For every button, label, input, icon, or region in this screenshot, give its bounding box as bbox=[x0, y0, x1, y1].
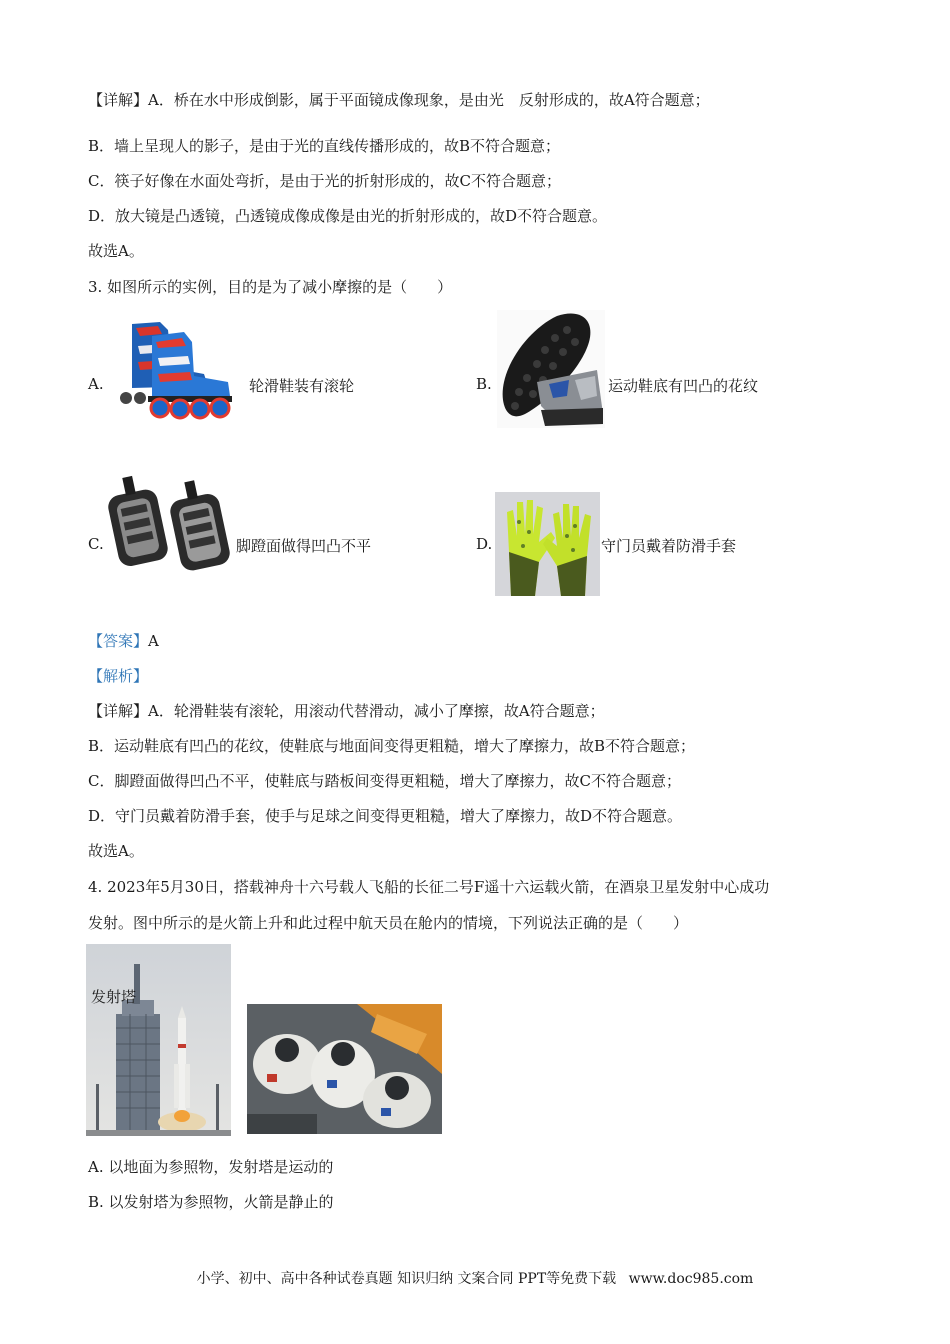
option-d-letter: D. bbox=[476, 535, 493, 553]
footer-url[interactable]: www.doc985.com bbox=[628, 1271, 754, 1287]
option-a-text: 轮滑鞋装有滚轮 bbox=[249, 377, 355, 395]
question3-stem: 3. 如图所示的实例，目的是为了减小摩擦的是（ ） bbox=[88, 278, 453, 296]
solution2-choose: 故选A。 bbox=[88, 242, 144, 260]
solution2-line-b: B．墙上呈现人的影子，是由于光的直线传播形成的，故B不符合题意； bbox=[88, 137, 561, 155]
question4-option-b: B. 以发射塔为参照物，火箭是静止的 bbox=[88, 1193, 334, 1211]
detail-tag: 【详解】 bbox=[88, 702, 149, 720]
option-b-text: 运动鞋底有凹凸的花纹 bbox=[608, 377, 759, 395]
option-b-letter: B. bbox=[476, 375, 492, 393]
option-d-text: 守门员戴着防滑手套 bbox=[601, 537, 737, 555]
option-c-letter: C. bbox=[88, 535, 104, 553]
question4-stem-line2: 发射。图中所示的是火箭上升和此过程中航天员在舱内的情境，下列说法正确的是（ ） bbox=[88, 914, 689, 932]
answer-tag: 【答案】 bbox=[88, 632, 149, 650]
question4-option-a: A. 以地面为参照物，发射塔是运动的 bbox=[88, 1158, 334, 1176]
astronauts-cabin-photo bbox=[247, 1004, 442, 1134]
question4-stem-line1: 4. 2023年5月30日，搭载神舟十六号载人飞船的长征二号F遥十六运载火箭，在酒泉卫星发射中心成功 bbox=[88, 878, 770, 896]
solution2-line-c: C．筷子好像在水面处弯折，是由于光的折射形成的，故C不符合题意； bbox=[88, 172, 561, 190]
bike-pedals-image bbox=[103, 472, 235, 576]
goalkeeper-gloves-image bbox=[495, 492, 600, 596]
solution2-text-a: A．桥在水中形成倒影，属于平面镜成像现象，是由光 反射形成的，故A符合题意； bbox=[148, 91, 710, 109]
shoe-sole-image bbox=[497, 310, 605, 428]
detail-line-a bbox=[88, 701, 605, 721]
answer-value: A bbox=[148, 632, 159, 650]
analysis-tag: 【解析】 bbox=[88, 667, 149, 685]
option-a-letter: A. bbox=[88, 375, 104, 393]
solution2-line-d: D．放大镜是凸透镜，凸透镜成像成像是由光的折射形成的，故D不符合题意。 bbox=[88, 207, 608, 225]
detail-line-d: D．守门员戴着防滑手套，使手与足球之间变得更粗糙，增大了摩擦力，故D不符合题意。 bbox=[88, 807, 683, 825]
page-footer bbox=[0, 1268, 950, 1288]
detail-choose: 故选A。 bbox=[88, 842, 144, 860]
detail-line-c: C．脚蹬面做得凹凸不平，使鞋底与踏板间变得更粗糙，增大了摩擦力，故C不符合题意； bbox=[88, 772, 681, 790]
detail-text-a: A．轮滑鞋装有滚轮，用滚动代替滑动，减小了摩擦，故A符合题意； bbox=[148, 702, 605, 720]
answer-line bbox=[88, 631, 159, 651]
photo-label: 发射塔 bbox=[91, 988, 137, 1006]
option-c-text: 脚蹬面做得凹凸不平 bbox=[236, 537, 372, 555]
detail-line-b: B．运动鞋底有凹凸的花纹，使鞋底与地面间变得更粗糙，增大了摩擦力，故B不符合题意； bbox=[88, 737, 696, 755]
footer-text: 小学、初中、高中各种试卷真题 知识归纳 文案合同 PPT等免费下载 bbox=[196, 1271, 617, 1287]
inline-skates-image bbox=[112, 316, 238, 420]
solution2-line-a bbox=[88, 90, 710, 110]
launch-tower-photo bbox=[86, 944, 231, 1136]
detail-tag: 【详解】 bbox=[88, 91, 149, 109]
